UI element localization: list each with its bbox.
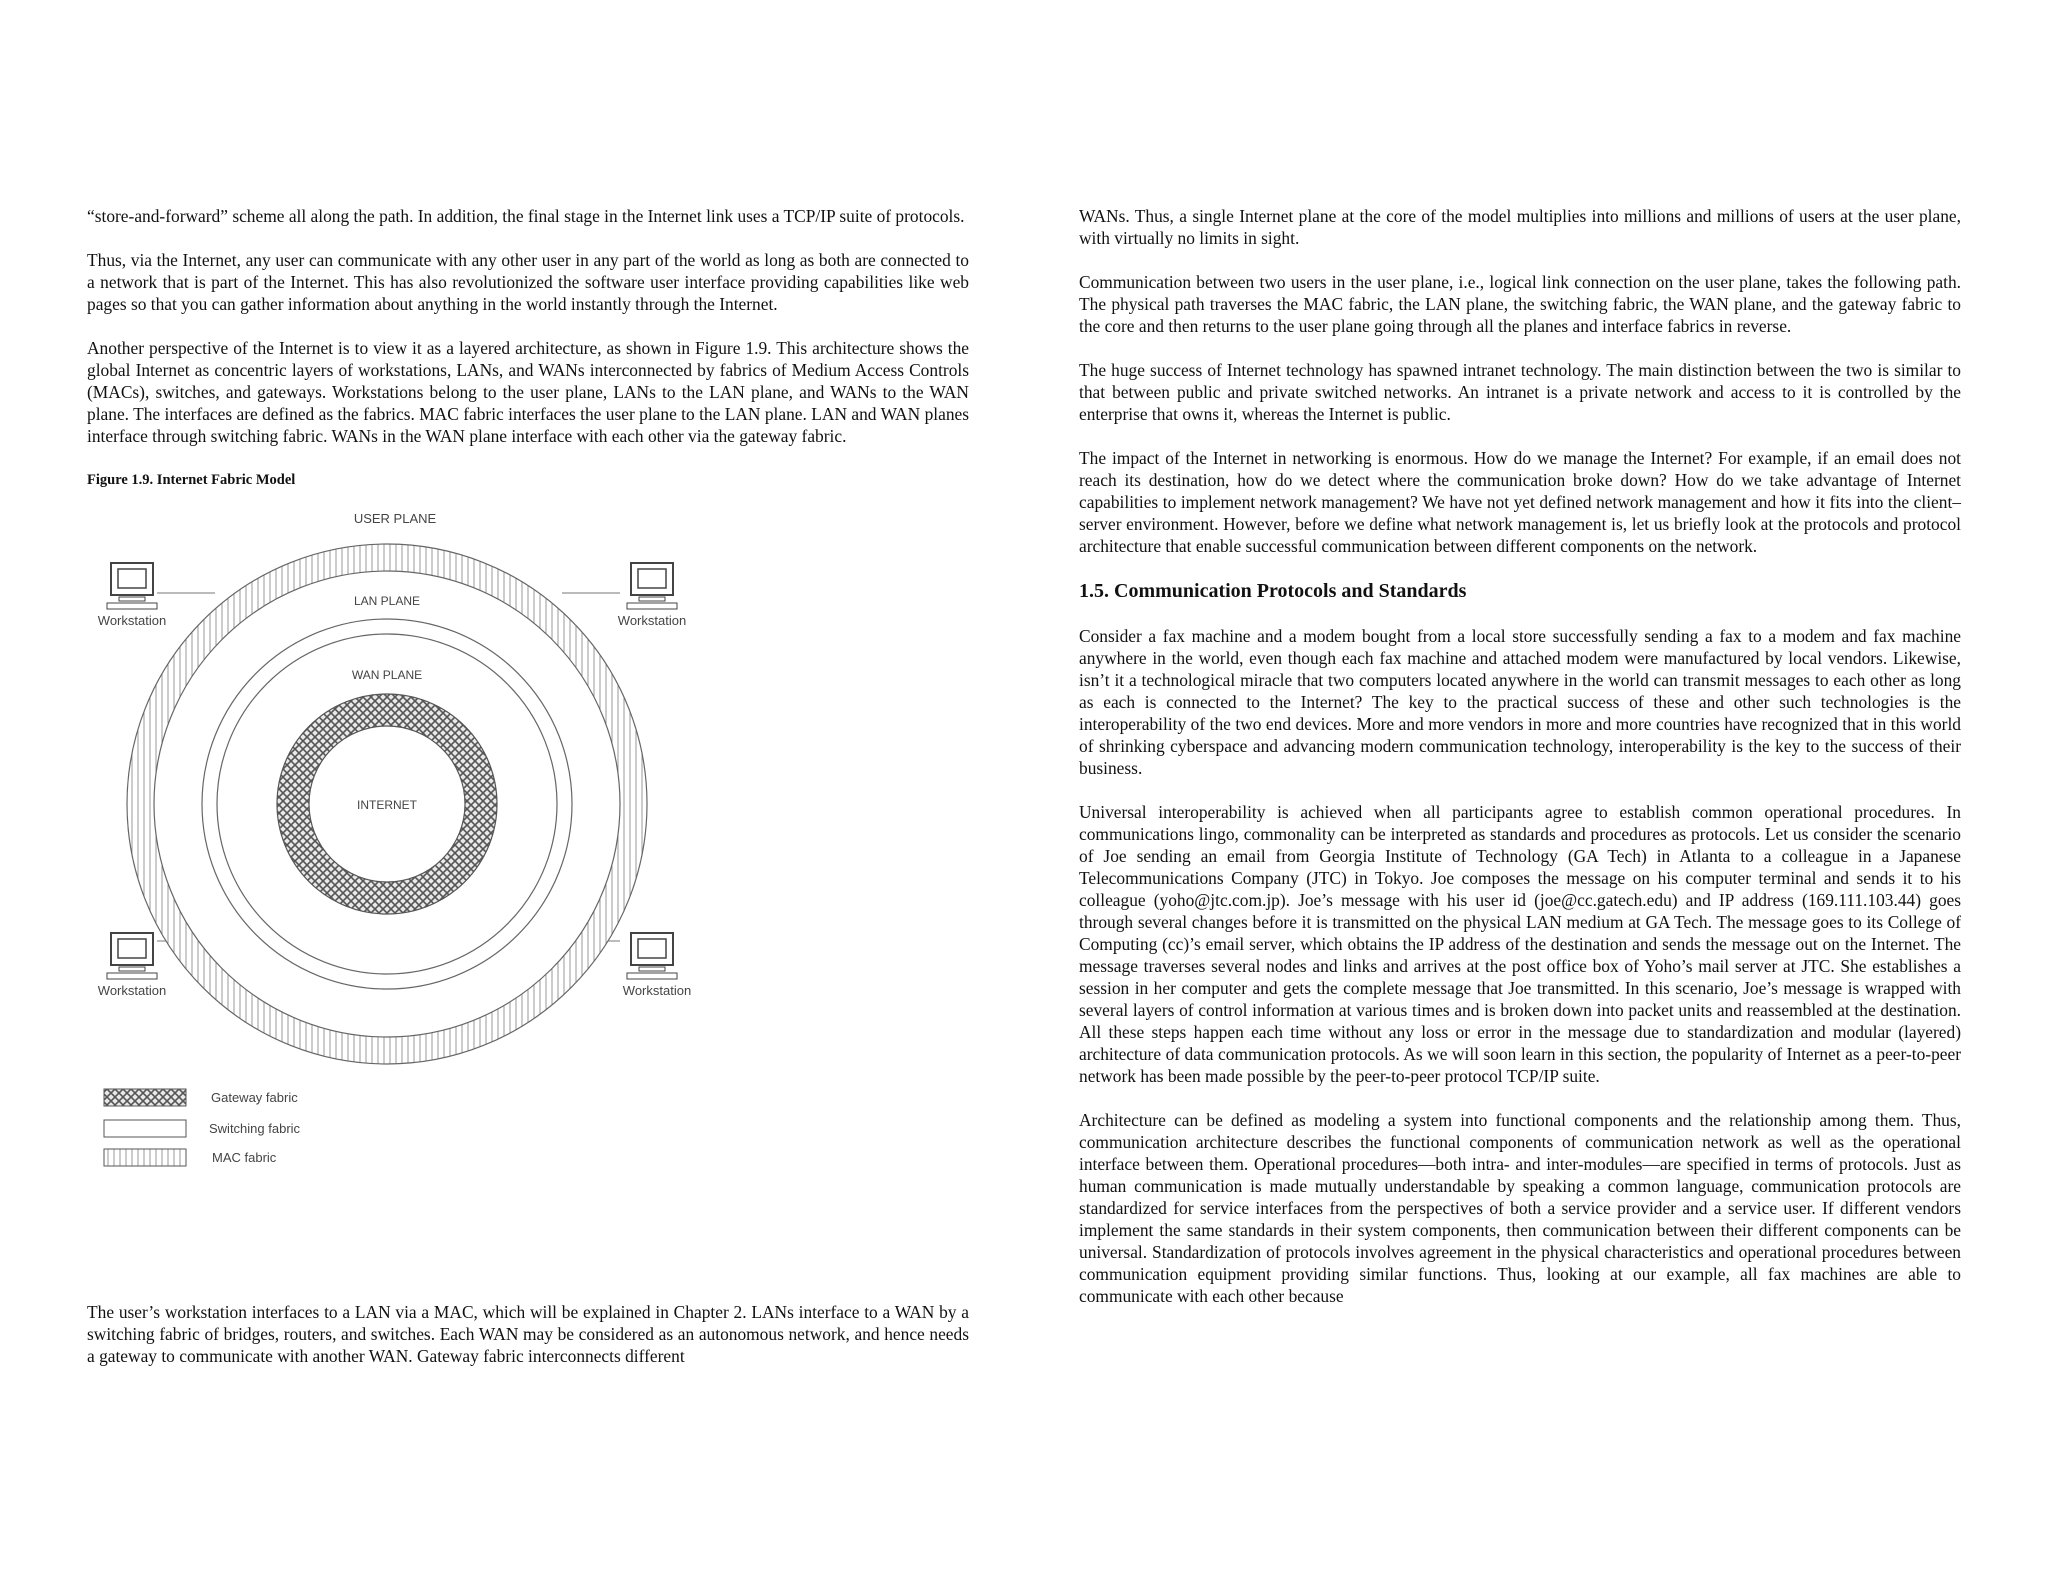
workstation-icon [98,933,166,998]
workstation-icon [618,563,686,628]
wan-plane-label: WAN PLANE [351,668,423,682]
left-paragraph-1: “store-and-forward” scheme all along the path. In addition, the final stage in the Internet link uses a TCP/IP suite of protocols. [87,206,965,226]
workstation-label: Workstation [97,983,167,998]
legend-gateway-swatch [104,1089,186,1106]
right-paragraph-4: The impact of the Internet in networking is enormous. How do we manage the Internet? For example, if an email does not reach its destination, how do we detect where the communication broke down? How do we take advantage of Internet capabilities to implement network management? We have not yet defined network management and how it fits into the client–server environment. However, before we define what network management is, let us briefly look at the protocols and protocol architecture that enable successful communication between different components on the network. [1079,448,1961,556]
user-plane-label: USER PLANE [353,511,437,526]
left-column [87,205,969,1191]
legend-gateway-label: Gateway fabric [211,1090,298,1105]
figure-caption: Figure 1.9. Internet Fabric Model [87,472,296,488]
right-paragraph-1: WANs. Thus, a single Internet plane at the core of the model multiplies into millions and millions of users at the user plane, with virtually no limits in sight. [1079,206,1961,248]
left-paragraph-3: Another perspective of the Internet is to view it as a layered architecture, as shown in Figure 1.9. This architecture shows the global Internet as concentric layers of workstations, LANs, and WANs interconnected by fabrics of Medium Access Controls (MACs), switches, and gateways. Workstations belong to the user plane, LANs to the LAN plane, and WANs to the WAN plane. The interfaces are defined as the fabrics. MAC fabric interfaces the user plane to the LAN plane. LAN and WAN planes interface through switching fabric. WANs in the WAN plane interface with each other via the gateway fabric. [87,338,969,446]
workstation-icon [623,933,691,998]
right-paragraph-6: Universal interoperability is achieved when all participants agree to establish common operational procedures. In communications lingo, commonality can be interpreted as standards and procedures as protocols. Let us consider the scenario of Joe sending an email from Georgia Institute of Technology (GA Tech) in Atlanta to a colleague in a Japanese Telecommunications Company (JTC) in Tokyo. Joe composes the message on his computer terminal and sends it to his colleague (yoho@jtc.com.jp). Joe’s message with his user id (joe@cc.gatech.edu) and IP address (169.111.103.44) goes through several changes before it is transmitted on the physical LAN medium at GA Tech. The message goes to its College of Computing (cc)’s email server, which obtains the IP address of the destination and sends the message out on the Internet. The message traverses several nodes and links and arrives at the post office box of Yoho’s mail server at JTC. She establishes a session in her computer and gets the complete message that Joe transmitted. In this scenario, Joe’s message is wrapped with several layers of control information at various times and is broken down into packet units and reassembled at the destination. All these steps happen each time without any loss or error in the message due to standardization and modular (layered) architecture of data communication protocols. As we will soon learn in this section, the popularity of Internet as a peer-to-peer network has been made possible by the peer-to-peer protocol TCP/IP suite. [1079,802,1961,1086]
left-bottom-column [87,1301,969,1367]
internet-label: INTERNET [357,798,417,812]
section-heading: 1.5. Communication Protocols and Standards [1079,580,1467,602]
fabric-diagram [87,501,969,1191]
legend [104,1089,301,1166]
right-paragraph-7: Architecture can be defined as modeling a system into functional components and the relationship among them. Thus, communication architecture describes the functional components of communication network as well as the operational interface between them. Operational procedures—both intra- and inter-modules—are specified in terms of protocols. Just as human communication is made mutually understandable by speaking a common language, communication protocols are standardized for service interfaces from the perspectives of both a service provider and a service user. If different vendors implement the same standards in their system components, then communication between their different components can be universal. Standardization of protocols involves agreement in the physical characteristics and operational procedures between communication equipment providing similar functions. Thus, looking at our example, all fax machines are able to communicate with each other because [1079,1110,1961,1306]
left-paragraph-2: Thus, via the Internet, any user can communicate with any other user in any part of the world as long as both are connected to a network that is part of the Internet. This has also revolutionized the software user interface providing capabilities like web pages so that you can gather information about anything in the world instantly through the Internet. [87,250,969,314]
workstation-label: Workstation [617,613,687,628]
right-paragraph-3: The huge success of Internet technology has spawned intranet technology. The main distinction between the two is similar to that between public and private switched networks. An intranet is a private network and access to it is controlled by the enterprise that owns it, whereas the Internet is public. [1079,360,1961,424]
workstation-icon [98,563,166,628]
right-paragraph-5: Consider a fax machine and a modem bought from a local store successfully sending a fax to a modem and fax machine anywhere in the world, even though each fax machine and attached modem were manufactured by local vendors. Likewise, isn’t it a technological miracle that two computers located anywhere in the world can transmit messages to each other as long as each is connected to the Internet? The key to the practical success of these and other such technologies is the interoperability of the two end devices. More and more vendors in more and more countries have recognized that in this world of shrinking cyberspace and advancing modern communication technology, interoperability is the key to the success of their business. [1079,626,1961,778]
legend-mac-label: MAC fabric [212,1150,277,1165]
legend-switching-label: Switching fabric [209,1121,301,1136]
left-paragraph-4: The user’s workstation interfaces to a LAN via a MAC, which will be explained in Chapter 2. LANs interface to a WAN by a switching fabric of bridges, routers, and switches. Each WAN may be considered as an autonomous network, and hence needs a gateway to communicate with another WAN. Gateway fabric interconnects different [87,1302,969,1366]
workstation-label: Workstation [622,983,692,998]
right-paragraph-2: Communication between two users in the user plane, i.e., logical link connection on the user plane, takes the following path. The physical path traverses the MAC fabric, the LAN plane, the switching fabric, the WAN plane, and the gateway fabric to the core and then returns to the user plane going through all the planes and interface fabrics in reverse. [1079,272,1961,336]
workstation-label: Workstation [97,613,167,628]
legend-switching-swatch [104,1120,186,1137]
internet-fabric-figure [87,501,969,1191]
legend-mac-swatch [104,1149,186,1166]
right-column [1079,205,1961,1329]
lan-plane-label: LAN PLANE [353,594,421,608]
